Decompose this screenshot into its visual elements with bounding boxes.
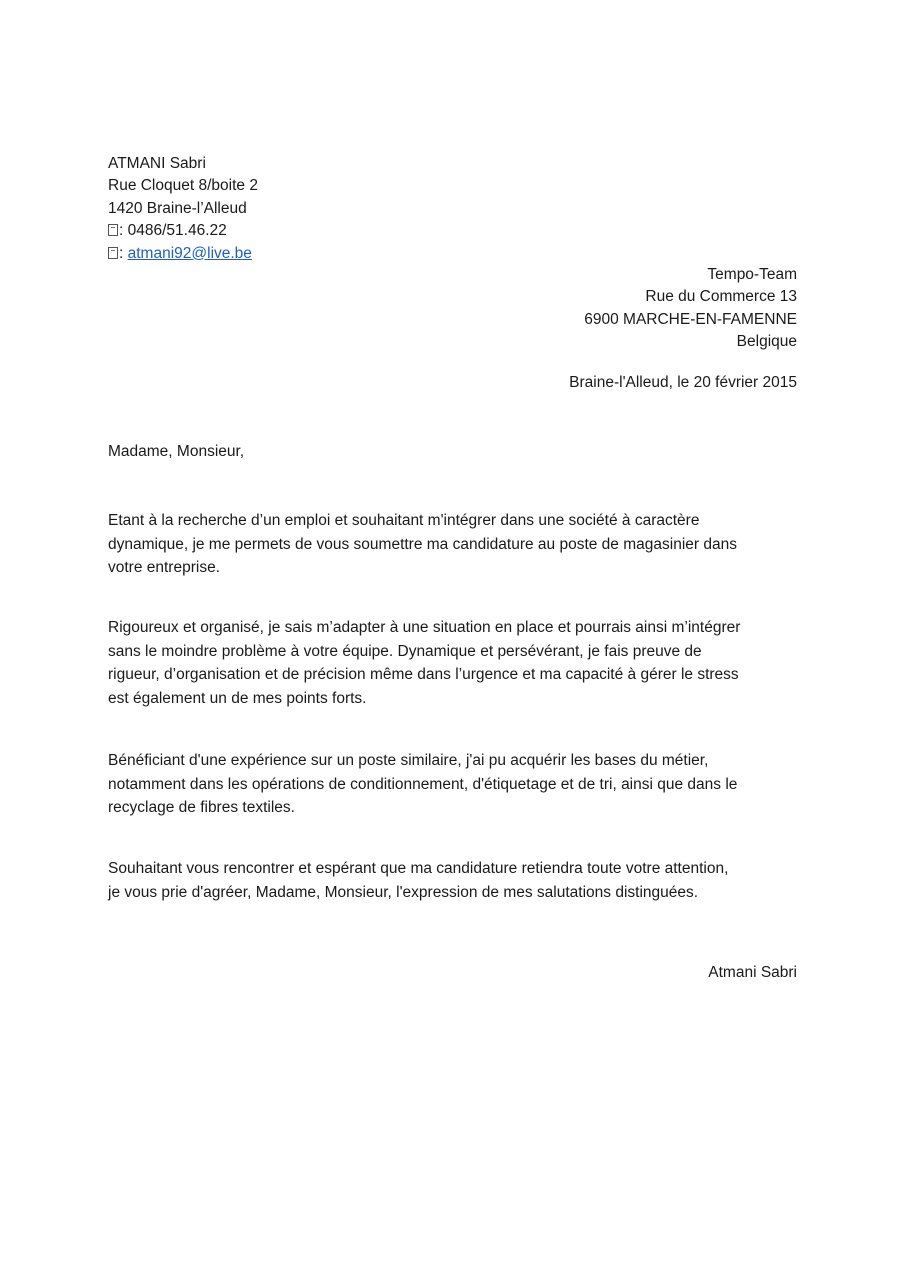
paragraph-line: Rigoureux et organisé, je sais m’adapter à une situation en place et pourrais ainsi m’intégrer: [108, 619, 741, 636]
paragraph-line: dynamique, je me permets de vous soumettre ma candidature au poste de magasinier dans: [108, 535, 737, 553]
paragraph-line: recyclage de fibres textiles.: [108, 799, 295, 816]
sender-name: ATMANI Sabri: [108, 155, 206, 172]
paragraph-line: rigueur, d’organisation et de précision même dans l’urgence et ma capacité à gérer le stress: [108, 666, 739, 683]
recipient-street: Rue du Commerce 13: [645, 288, 797, 306]
phone-icon: [108, 224, 118, 236]
sender-street: Rue Cloquet 8/boite 2: [108, 177, 258, 195]
paragraph-line: Souhaitant vous rencontrer et espérant que ma candidature retiendra toute votre attention,: [108, 860, 729, 877]
sender-phone-line: [108, 220, 258, 242]
recipient-block: [584, 264, 797, 354]
sender-email-line: [108, 243, 258, 265]
paragraph-line: sans le moindre problème à votre équipe. Dynamique et persévérant, je fais preuve de: [108, 642, 702, 660]
recipient-company: Tempo-Team: [707, 266, 797, 283]
email-icon: [108, 247, 118, 259]
sender-phone: 0486/51.46.22: [127, 222, 227, 240]
paragraph-line: votre entreprise.: [108, 559, 220, 576]
signature: Atmani Sabri: [708, 964, 797, 981]
recipient-country: Belgique: [736, 333, 797, 351]
paragraph-3: [108, 749, 798, 820]
date-line: Braine-l'Alleud, le 20 février 2015: [569, 374, 797, 391]
salutation: Madame, Monsieur,: [108, 443, 245, 460]
sender-email-link[interactable]: atmani92@live.be: [127, 244, 252, 262]
sender-city: 1420 Braine-l’Alleud: [108, 199, 247, 217]
sender-block: [108, 153, 258, 265]
paragraph-line: je vous prie d'agréer, Madame, Monsieur, l'expression de mes salutations distinguées.: [108, 883, 699, 901]
paragraph-4: [108, 857, 798, 904]
paragraph-line: notamment dans les opérations de conditionnement, d'étiquetage et de tri, ainsi que dans le: [108, 775, 738, 793]
paragraph-line: Bénéficiant d'une expérience sur un poste similaire, j'ai pu acquérir les bases du métier,: [108, 752, 709, 769]
paragraph-line: Etant à la recherche d’un emploi et souhaitant m'intégrer dans une société à caractère: [108, 512, 700, 529]
recipient-city: 6900 MARCHE-EN-FAMENNE: [584, 310, 797, 328]
paragraph-line: est également un de mes points forts.: [108, 689, 367, 707]
phone-prefix: :: [119, 222, 128, 240]
paragraph-1: [108, 509, 798, 580]
paragraph-2: [108, 616, 798, 710]
email-prefix: :: [119, 244, 128, 262]
